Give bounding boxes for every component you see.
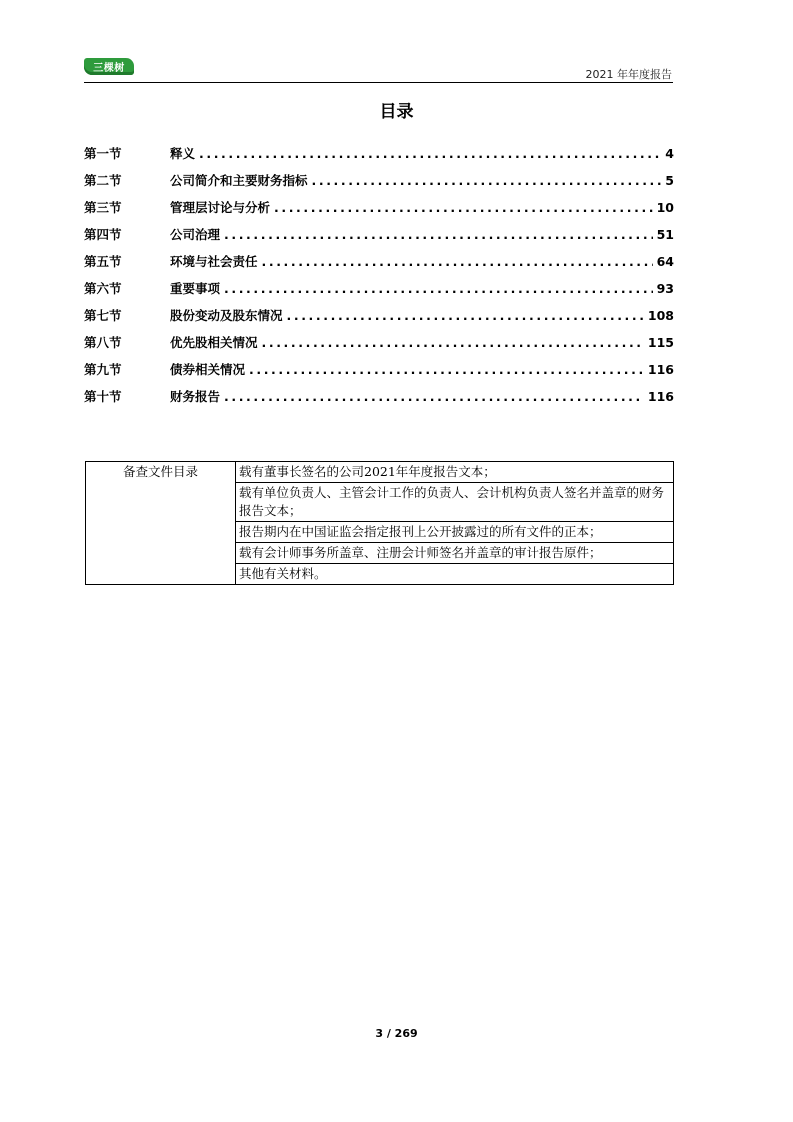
toc-page-number: 10 [656,200,674,215]
toc-dot-leader [262,333,644,353]
reference-document-item: 其他有关材料。 [236,564,674,585]
toc-page-number: 116 [647,389,674,404]
toc-dot-leader [199,144,661,164]
toc-dot-leader [224,225,653,245]
toc-dot-leader [274,198,653,218]
toc-page-number: 64 [656,254,674,269]
toc-section-title: 财务报告 [170,389,221,404]
company-logo [84,58,134,75]
toc-section-title: 优先股相关情况 [170,335,258,350]
toc-section-title: 公司简介和主要财务指标 [170,173,308,188]
reference-document-item: 报告期内在中国证监会指定报刊上公开披露过的所有文件的正本； [236,522,674,543]
toc-section-number: 第五节 [84,254,122,269]
toc-section-title: 管理层讨论与分析 [170,200,271,215]
toc-section-number: 第九节 [84,362,122,377]
logo-text: 三棵树 [93,63,125,74]
toc-section-title: 股份变动及股东情况 [170,308,283,323]
toc-section-title: 释义 [170,146,196,161]
toc-section-number: 第六节 [84,281,122,296]
table-row [86,462,674,483]
reference-document-item: 载有单位负责人、主管会计工作的负责人、会计机构负责人签名并盖章的财务报告文本； [236,483,674,522]
page-number: 3 / 269 [375,1027,418,1040]
reference-documents-table [85,461,674,585]
toc-entry[interactable] [84,279,674,306]
toc-entry[interactable] [84,144,674,171]
toc-section-number: 第二节 [84,173,122,188]
toc-section-number: 第四节 [84,227,122,242]
toc-entry[interactable] [84,198,674,225]
toc-dot-leader [312,171,662,191]
toc-page-number: 116 [647,362,674,377]
toc-page-number: 4 [665,146,674,161]
toc-dot-leader [249,360,644,380]
toc-page-number: 5 [665,173,674,188]
toc-entry[interactable] [84,252,674,279]
toc-entry[interactable] [84,360,674,387]
toc-dot-leader [224,279,653,299]
toc-dot-leader [287,306,644,326]
toc-section-number: 第一节 [84,146,122,161]
reference-document-item: 载有董事长签名的公司2021年年度报告文本； [236,462,674,483]
toc-section-title: 公司治理 [170,227,221,242]
toc-entry[interactable] [84,306,674,333]
reference-documents-label: 备查文件目录 [86,462,236,585]
toc-page-number: 51 [656,227,674,242]
toc-entry[interactable] [84,333,674,360]
toc-section-number: 第十节 [84,389,122,404]
toc-page-number: 108 [647,308,674,323]
toc-entry[interactable] [84,225,674,252]
toc-dot-leader [262,252,653,272]
toc-entry[interactable] [84,387,674,414]
header-divider [84,82,673,83]
toc-section-title: 债券相关情况 [170,362,246,377]
report-title: 2021 年年度报告 [585,68,672,81]
table-of-contents [84,144,674,414]
toc-section-number: 第八节 [84,335,122,350]
toc-section-title: 重要事项 [170,281,221,296]
toc-section-number: 第七节 [84,308,122,323]
page-title: 目录 [379,102,414,122]
toc-dot-leader [224,387,644,407]
toc-page-number: 115 [647,335,674,350]
toc-section-number: 第三节 [84,200,122,215]
toc-entry[interactable] [84,171,674,198]
toc-section-title: 环境与社会责任 [170,254,258,269]
toc-page-number: 93 [656,281,674,296]
reference-document-item: 载有会计师事务所盖章、注册会计师签名并盖章的审计报告原件； [236,543,674,564]
